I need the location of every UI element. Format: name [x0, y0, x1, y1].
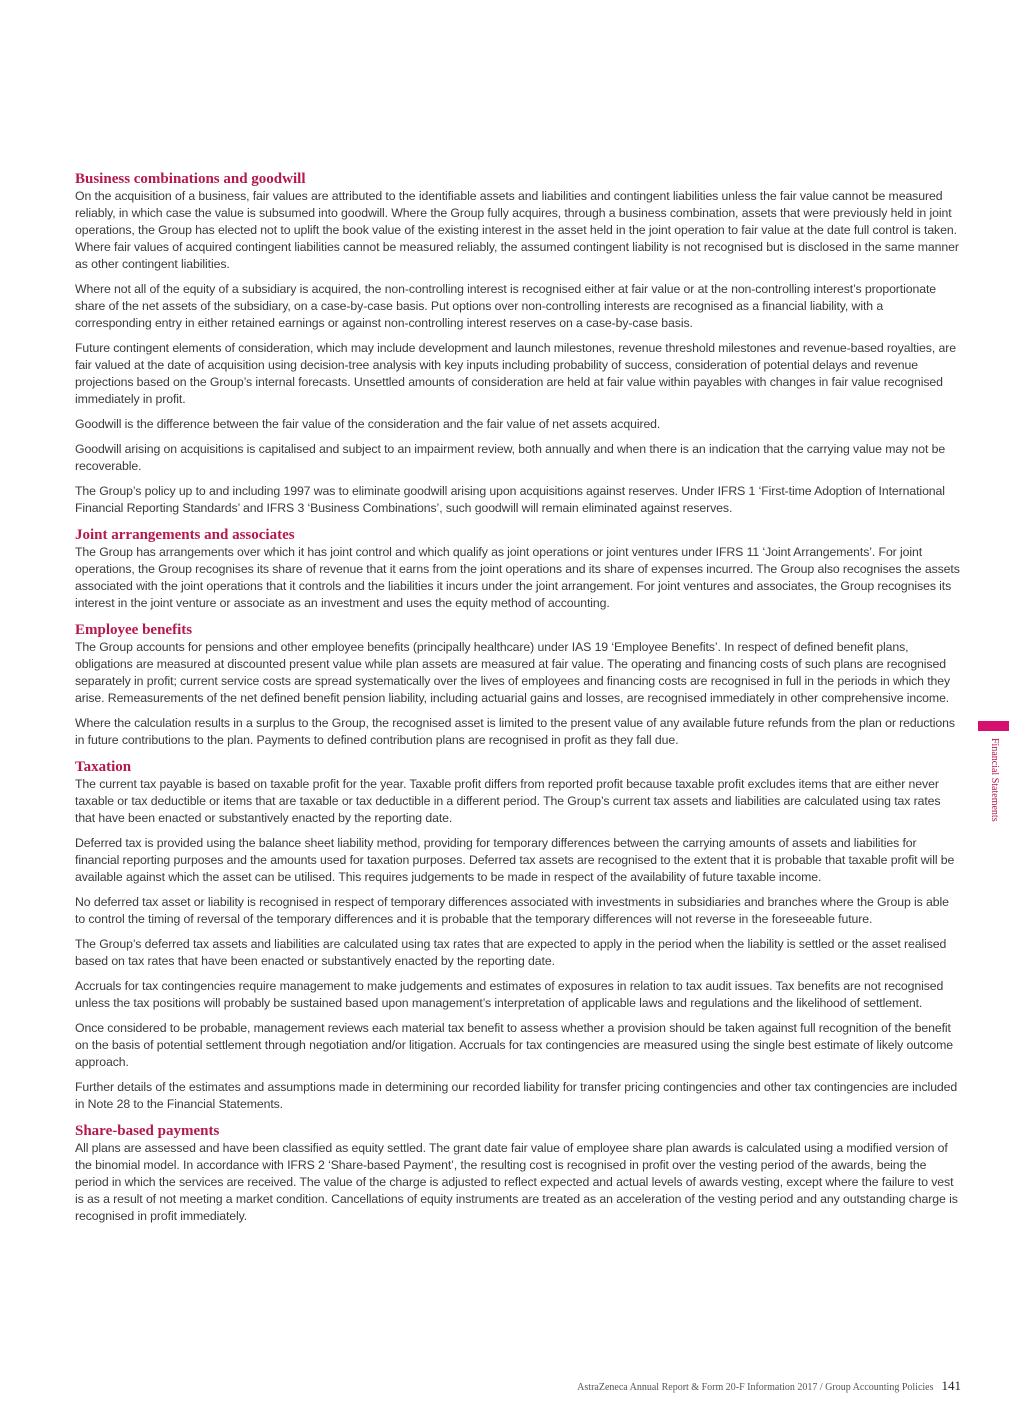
paragraph: The current tax payable is based on taxable profit for the year. Taxable profit differs from reported profit because taxable profit excludes items that are either never taxable or tax deductible or items that are taxable or tax deductible in a different period. The Group’s current tax assets and liabilities are calculated using tax rates that have been enacted or substantively enacted by the reporting date.	[75, 777, 941, 825]
paragraph: Accruals for tax contingencies require management to make judgements and estimates of exposures in relation to tax audit issues. Tax benefits are not recognised unless the tax positions will probably be sustained based upon management’s interpretation of applicable laws and regulations and the likelihood of settlement.	[75, 979, 944, 1010]
section-employee-benefits	[75, 621, 962, 749]
section-heading: Taxation	[75, 759, 132, 775]
page-footer	[577, 1378, 961, 1394]
paragraph: Deferred tax is provided using the balance sheet liability method, providing for temporary differences between the carrying amounts of assets and liabilities for financial reporting purposes and the amounts used for taxation purposes. Deferred tax assets are recognised to the extent that it is probable that taxable profit will be available against which the asset can be utilised. This requires judgements to be made in respect of the availability of future taxable income.	[75, 836, 955, 884]
section-share-based-payments	[75, 1122, 962, 1225]
paragraph: No deferred tax asset or liability is recognised in respect of temporary differences associated with investments in subsidiaries and branches where the Group is able to control the timing of reversal of the temporary differences and it is probable that the temporary differences will not reverse in the foreseeable future.	[75, 895, 949, 926]
paragraph: The Group’s policy up to and including 1997 was to eliminate goodwill arising upon acquisitions against reserves. Under IFRS 1 ‘First-time Adoption of International Financial Reporting Standards’ and IFRS 3 ‘Business Combinations’, such goodwill will remain eliminated against reserves.	[75, 484, 945, 515]
paragraph: All plans are assessed and have been classified as equity settled. The grant date fair value of employee share plan awards is calculated using a modified version of the binomial model. In accordance with IFRS 2 ‘Share-based Payment’, the resulting cost is recognised in profit over the vesting period of the awards, being the period in which the services are received. The value of the charge is adjusted to reflect expected and actual levels of awards vesting, except where the failure to vest is as a result of not meeting a market condition. Cancellations of equity instruments are treated as an acceleration of the vesting period and any outstanding charge is recognised in profit immediately.	[75, 1141, 958, 1223]
paragraph: On the acquisition of a business, fair values are attributed to the identifiable assets and liabilities and contingent liabilities unless the fair value cannot be measured reliably, in which case the value is subsumed into goodwill. Where the Group fully acquires, through a business combination, assets that were previously held in joint operations, the Group has elected not to uplift the book value of the existing interest in the asset held in the joint operation to fair value at the date full control is taken. Where fair values of acquired contingent liabilities cannot be measured reliably, the assumed contingent liability is not recognised but is disclosed in the same manner as other contingent liabilities.	[75, 189, 959, 271]
paragraph: Once considered to be probable, management reviews each material tax benefit to assess whether a provision should be taken against full recognition of the benefit on the basis of potential settlement through negotiation and/or litigation. Accruals for tax contingencies are measured using the single best estimate of likely outcome approach.	[75, 1021, 953, 1069]
side-tab-label: Financial Statements	[989, 738, 1000, 822]
section-business-combinations	[75, 170, 962, 517]
paragraph: Goodwill is the difference between the fair value of the consideration and the fair value of net assets acquired.	[75, 417, 661, 431]
paragraph: The Group accounts for pensions and other employee benefits (principally healthcare) under IAS 19 ‘Employee Benefits’. In respect of defined benefit plans, obligations are measured at discounted present value while plan assets are measured at fair value. The operating and financing costs of such plans are recognised separately in profit; current service costs are spread systematically over the lives of employees and financing costs are recognised in full in the periods in which they arise. Remeasurements of the net defined benefit pension liability, including actuarial gains and losses, are recognised immediately in other comprehensive income.	[75, 640, 951, 705]
paragraph: The Group has arrangements over which it has joint control and which qualify as joint operations or joint ventures under IFRS 11 ‘Joint Arrangements’. For joint operations, the Group recognises its share of revenue that it earns from the joint operations and its share of expenses incurred. The Group also recognises the assets associated with the joint operations that it controls and the liabilities it incurs under the joint arrangement. For joint ventures and associates, the Group recognises its interest in the joint venture or associate as an investment and uses the equity method of accounting.	[75, 545, 960, 610]
section-taxation	[75, 758, 962, 1113]
section-heading: Joint arrangements and associates	[75, 527, 295, 543]
page-content	[75, 170, 962, 1233]
footer-text: AstraZeneca Annual Report & Form 20-F Information 2017 / Group Accounting Policies	[577, 1382, 934, 1393]
section-heading: Business combinations and goodwill	[75, 171, 306, 187]
paragraph: Further details of the estimates and assumptions made in determining our recorded liability for transfer pricing contingencies and other tax contingencies are included in Note 28 to the Financial Statements.	[75, 1080, 958, 1111]
paragraph: The Group’s deferred tax assets and liabilities are calculated using tax rates that are expected to apply in the period when the liability is settled or the asset realised based on tax rates that have been enacted or substantively enacted by the reporting date.	[75, 937, 947, 968]
section-tab-marker	[978, 721, 1009, 731]
paragraph: Where the calculation results in a surplus to the Group, the recognised asset is limited to the present value of any available future refunds from the plan or reductions in future contributions to the plan. Payments to defined contribution plans are recognised in profit as they fall due.	[75, 716, 955, 747]
section-joint-arrangements	[75, 526, 962, 612]
page-number: 141	[941, 1378, 961, 1393]
paragraph: Where not all of the equity of a subsidiary is acquired, the non-controlling interest is recognised either at fair value or at the non-controlling interest’s proportionate share of the net assets of the subsidiary, on a case-by-case basis. Put options over non-controlling interests are recognised as a financial liability, with a corresponding entry in either retained earnings or against non-controlling interest reserves on a case-by-case basis.	[75, 282, 937, 330]
section-heading: Share-based payments	[75, 1123, 220, 1139]
paragraph: Goodwill arising on acquisitions is capitalised and subject to an impairment review, both annually and when there is an indication that the carrying value may not be recoverable.	[75, 442, 946, 473]
paragraph: Future contingent elements of consideration, which may include development and launch milestones, revenue threshold milestones and revenue-based royalties, are fair valued at the date of acquisition using decision-tree analysis with key inputs including probability of success, consideration of potential delays and revenue projections based on the Group’s internal forecasts. Unsettled amounts of consideration are held at fair value within payables with changes in fair value recognised immediately in profit.	[75, 341, 956, 406]
section-heading: Employee benefits	[75, 622, 193, 638]
